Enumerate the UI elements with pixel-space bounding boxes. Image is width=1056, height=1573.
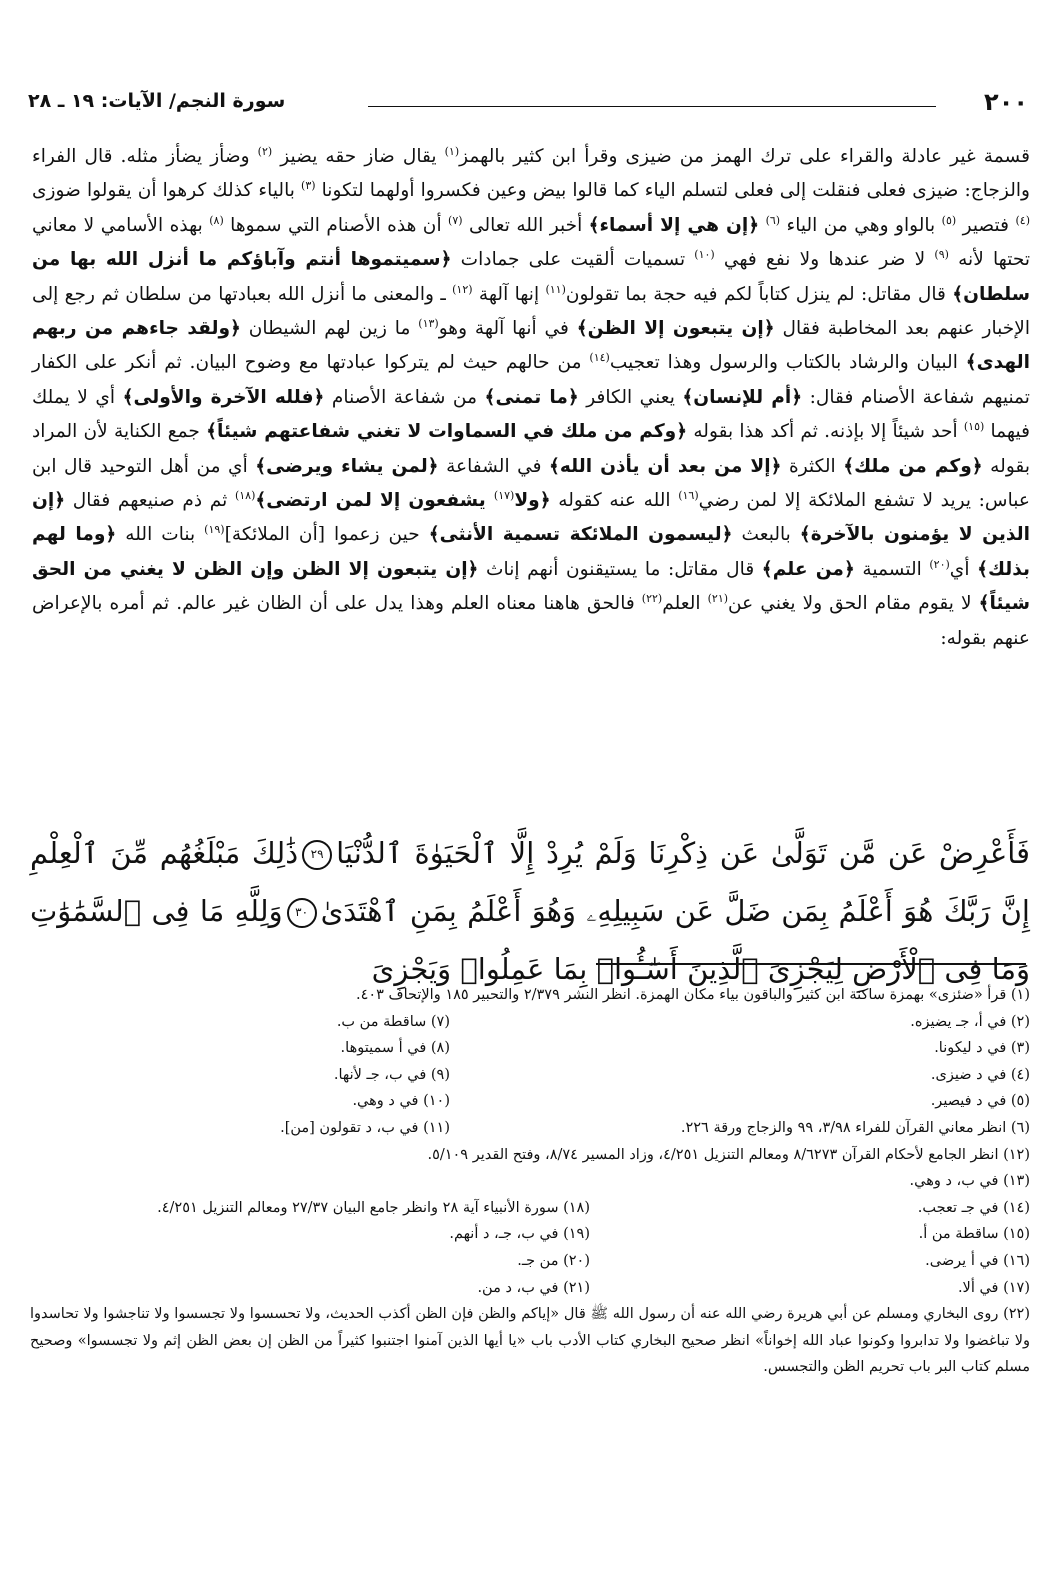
quran-quote: ﴿ما تمنى﴾ [484, 386, 579, 408]
footnote-ref: (٦) [765, 213, 781, 227]
footnote: (٧) ساقطة من ب. [336, 1013, 450, 1030]
page-number: ٢٠٠ [984, 88, 1028, 116]
footnote-ref: (١٠) [694, 248, 715, 262]
footnote-ref: (١٨) [234, 488, 256, 502]
quran-verse: ذَٰلِكَ مَبْلَغُهُم مِّنَ ٱلْعِلْمِ إِنَّ رَبَّكَ هُوَ أَعْلَمُ بِمَن ضَلَّ عَن سَبِيلِهِۦ وَهُوَ أَعْلَمُ بِمَنِ ٱهْتَدَىٰ [30, 836, 1030, 928]
footnote: (٢٢) روى البخاري ومسلم عن أبي هريرة رضي الله عنه أن رسول الله ﷺ قال «إياكم والظن فإن الظن أكذب الحديث، ولا تحسسوا ولا تجسسوا ولا تناجشوا ولا تحاسدوا ولا تباغضوا ولا تدابروا وكونوا عباد الله إخواناً» انظر صحيح البخاري كتاب الأدب باب «يا أيها الذين آمنوا اجتنبوا كثيراً من الظن إن بعض الظن إثم ولا تجسسوا» وصحيح مسلم كتاب البر باب تحريم الظن والتجسس. [30, 1306, 1030, 1376]
quran-quote: ﴿وكم من ملك في السماوات لا تغني شفاعتهم شيئاً﴾ [206, 421, 688, 443]
footnote-row [30, 1275, 1030, 1302]
quran-verses [30, 824, 1030, 998]
footnote-ref: (٩) [934, 248, 949, 262]
footnote: (٢) في أ، جـ يضيزه. [910, 1013, 1030, 1030]
quran-verse: وَلِلَّهِ مَا فِى ٱلسَّمَٰوَٰتِ وَمَا فِى ٱلْأَرْضِ لِيَجْزِىَ ٱلَّذِينَ أَسَٰٓـُٔوا۟ بِمَا عَمِلُوا۟ وَيَجْزِىَ [30, 894, 1030, 986]
quran-quote: ﴿وما لهم بذلك﴾ [32, 524, 1030, 580]
text-run: فالحق هاهنا معناه العلم وهذا يدل على أن الظان غير عالم. ثم أمره بالإعراض عنهم بقوله: [32, 593, 1030, 649]
footnote: (١٧) في ألا. [957, 1279, 1030, 1296]
footnote-ref: (٤) [1015, 213, 1030, 227]
footnote-ref: (٧) [448, 213, 463, 227]
footnote: (٥) في د فيصير. [930, 1093, 1030, 1110]
footnote-ref: (١٦) [678, 488, 699, 502]
quran-verse: فَأَعْرِضْ عَن مَّن تَوَلَّىٰ عَن ذِكْرِنَا وَلَمْ يُرِدْ إِلَّا ٱلْحَيَوٰةَ ٱلدُّنْيَا [336, 836, 1030, 870]
footnote: (١٤) في جـ تعجب. [917, 1199, 1030, 1216]
footnote-long [30, 1301, 1030, 1381]
text-run: أي [949, 558, 978, 580]
text-run: أن هذه الأصنام التي سموها [223, 214, 449, 236]
footnote-row [30, 1195, 1030, 1222]
text-run: بالواو وهي من الياء [780, 214, 942, 236]
quran-block [30, 824, 1030, 998]
footnote-ref: (٢) [257, 144, 273, 158]
footnote-row [30, 1009, 1030, 1036]
footnote-row [30, 1035, 1030, 1062]
quran-quote: ﴿إن يتبعون إلا الظن وإن الظن لا يغني من الحق شيئاً﴾ [32, 558, 1030, 615]
footnote: (١) قرأ «ضئزى» بهمزة ساكنة ابن كثير والباقون بياء مكان الهمزة. انظر النشر ٢/٣٧٩ والتحبير ١٨٥ والإتحاف ٤٠٣. [355, 987, 1030, 1003]
text-run: ـ والمعنى ما أنزل الله بعبادتها من سلطان ثم رجع إلى الإخبار عنهم بعد المخاطبة فقال [32, 283, 1030, 340]
text-run: في أنها آلهة وهو [438, 318, 577, 340]
footnote-ref: (١٧) [493, 488, 515, 502]
footnote-ref: (٢٢) [641, 592, 663, 606]
footnote-ref: (١٢) [452, 282, 473, 296]
footnote: (٦) انظر معاني القرآن للفراء ٣/٩٨، ٩٩ والزجاج ورقة ٢٢٦. [680, 1119, 1030, 1136]
ayah-number-marker: ٢٩ [302, 840, 332, 870]
text-run: إنها آلهة [472, 283, 546, 305]
footnote: (١٠) في د وهي. [352, 1093, 450, 1110]
text-run: تسميات ألقيت على جمادات [451, 249, 695, 271]
quran-quote: ﴿من علم﴾ [761, 558, 855, 580]
footnote-row [30, 1115, 1030, 1142]
text-run: بنات الله [116, 524, 205, 546]
text-run: الكثرة [781, 455, 844, 477]
quran-quote: ﴿ولقد جاءهم من ربهم الهدى﴾ [32, 318, 1030, 374]
quran-quote: ﴿ليسمون الملائكة تسمية الأنثى﴾ [428, 524, 733, 546]
text-run: العلم [662, 593, 708, 615]
quran-quote: ﴿أم للإنسان﴾ [682, 386, 803, 408]
quran-quote: ﴿فلله الآخرة والأولى﴾ [122, 386, 325, 408]
footnote-ref: (٢٠) [929, 557, 950, 571]
text-run: جمع الكناية لأن المراد بقوله [32, 421, 1031, 477]
quran-quote: ﴿لمن يشاء ويرضى﴾ [255, 455, 439, 477]
text-run: فتصير [956, 214, 1016, 236]
footnote-divider [596, 963, 1026, 965]
footnote-ref: (١٥) [963, 420, 985, 434]
text-run: أحد شيئاً إلا بإذنه. ثم أكد هذا بقوله [687, 421, 964, 443]
text-run: أي لا يملك فيهما [32, 386, 1030, 443]
footnote-ref: (١٣) [418, 316, 439, 330]
text-run: من حالهم حيث لم يتركوا عبادتها مع وضوح البيان. ثم أنكر على الكفار تمنيهم شفاعة الأصنام فقال: [32, 352, 1030, 408]
footnotes [30, 982, 1030, 1381]
text-run: أخبر الله تعالى [462, 214, 589, 236]
text-run: لا يقوم مقام الحق ولا يغني عن [728, 593, 979, 615]
text-run: البيان والرشاد بالكتاب والرسول وهذا تعجيب [609, 352, 966, 374]
footnote-row [30, 1248, 1030, 1275]
footnote: (٤) في د ضيزى. [930, 1066, 1030, 1083]
footnote-ref: (١) [444, 144, 460, 158]
footnote-ref: (٨) [209, 213, 224, 227]
text-run: بهذه الأسامي لا معاني تحتها لأنه [32, 214, 1031, 271]
text-run: حين زعموا [أن الملائكة] [224, 524, 429, 546]
text-run: يعني الكافر [578, 386, 683, 408]
quran-quote: ﴿ولا [514, 490, 551, 512]
text-run: في الشفاعة [438, 455, 549, 477]
footnote: (١٩) في ب، جـ، د أنهم. [449, 1226, 590, 1243]
quran-quote: ﴿إن يتبعون إلا الظن﴾ [576, 318, 775, 340]
footnote-ref: (٣) [301, 179, 316, 193]
footnote-ref: (١٩) [204, 523, 225, 537]
quran-quote: ﴿إن هي إلا أسماء﴾ [588, 214, 760, 236]
quran-quote: ﴿وكم من ملك﴾ [843, 455, 983, 477]
ayah-number-marker: ٣٠ [287, 898, 317, 928]
footnote-row [30, 1221, 1030, 1248]
text-run: الله عنه كقوله [550, 490, 679, 512]
footnote: (١٨) سورة الأنبياء آية ٢٨ وانظر جامع البيان ٢٧/٣٧ ومعالم التنزيل ٤/٢٥١. [157, 1199, 590, 1216]
footnote: (٨) في أ سميتوها. [340, 1040, 450, 1057]
quran-quote: ﴿سميتموها أنتم وآباؤكم ما أنزل الله بها من سلطان﴾ [32, 249, 1030, 305]
footnote: (٣) في د ليكونا. [934, 1040, 1030, 1057]
text-run: قسمة غير عادلة والقراء على ترك الهمز من ضيزى وقرأ ابن كثير بالهمز [459, 146, 1030, 167]
quran-quote: ﴿إلا من بعد أن يأذن الله﴾ [548, 455, 782, 477]
commentary-text [32, 140, 1030, 656]
text-run: من شفاعة الأصنام [324, 386, 485, 408]
text-run: بالياء كذلك كرهوا أن يقولوا ضوزى [32, 180, 302, 202]
footnote: (٢١) في ب، د من. [477, 1279, 590, 1296]
header-rule [368, 106, 936, 107]
footnote-row [30, 1062, 1030, 1089]
footnote-ref: (٢١) [707, 592, 729, 606]
quran-quote: ﴿إن الذين لا يؤمنون بالآخرة﴾ [32, 490, 1030, 546]
footnote-row [30, 1088, 1030, 1115]
page-header [28, 88, 1028, 128]
quran-quote: يشفعون إلا لمن ارتضى﴾ [255, 490, 494, 512]
text-run: ما زين لهم الشيطان [240, 318, 419, 340]
footnote: (١٢) انظر الجامع لأحكام القرآن ٨/٦٢٧٣ ومعالم التنزيل ٤/٢٥١، وزاد المسير ٨/٧٤، وفتح القدير ٥/١٠٩. [427, 1146, 1030, 1163]
text-run: يقال ضاز حقه يضيز [272, 146, 445, 167]
header-title: سورة النجم/ الآيات: ١٩ ـ ٢٨ [28, 90, 286, 112]
footnote-ref: (٥) [941, 213, 957, 227]
text-run: وضأز يضأز مثله. قال الفراء والزجاج: ضيزى فعلى فنقلت إلى فعلى لتسلم الياء كما قالوا بيض وعين فكسروا أولهما لتكونا [32, 146, 1030, 202]
footnote: (١٣) في ب، د وهي. [909, 1173, 1030, 1190]
text-run: التسمية [854, 558, 930, 580]
footnote: (١٦) في أ يرضى. [925, 1252, 1030, 1269]
footnote: (١١) في ب، د تقولون [من]. [280, 1119, 450, 1136]
text-run: أي من أهل التوحيد قال ابن عباس: يريد لا تشفع الملائكة إلا لمن رضي [32, 455, 1031, 512]
text-run: قال مقاتل: لم ينزل كتاباً لكم فيه حجة بما تقولون [565, 283, 953, 305]
footnote-ref: (١١) [545, 282, 566, 296]
footnote: (٢٠) من جـ. [517, 1252, 590, 1269]
text-run: ثم ذم صنيعهم فقال [65, 490, 235, 512]
text-run: لا ضر عندها ولا نفع فهي [714, 249, 935, 271]
footnote-ref: (١٤) [589, 351, 610, 365]
footnote: (٩) في ب، جـ لأنها. [333, 1066, 450, 1083]
footnote: (١٥) ساقطة من أ. [918, 1226, 1030, 1243]
text-run: بالبعث [732, 524, 800, 546]
commentary-paragraph [32, 140, 1030, 656]
text-run: قال مقاتل: ما يستيقنون أنهم إناث [478, 558, 762, 580]
